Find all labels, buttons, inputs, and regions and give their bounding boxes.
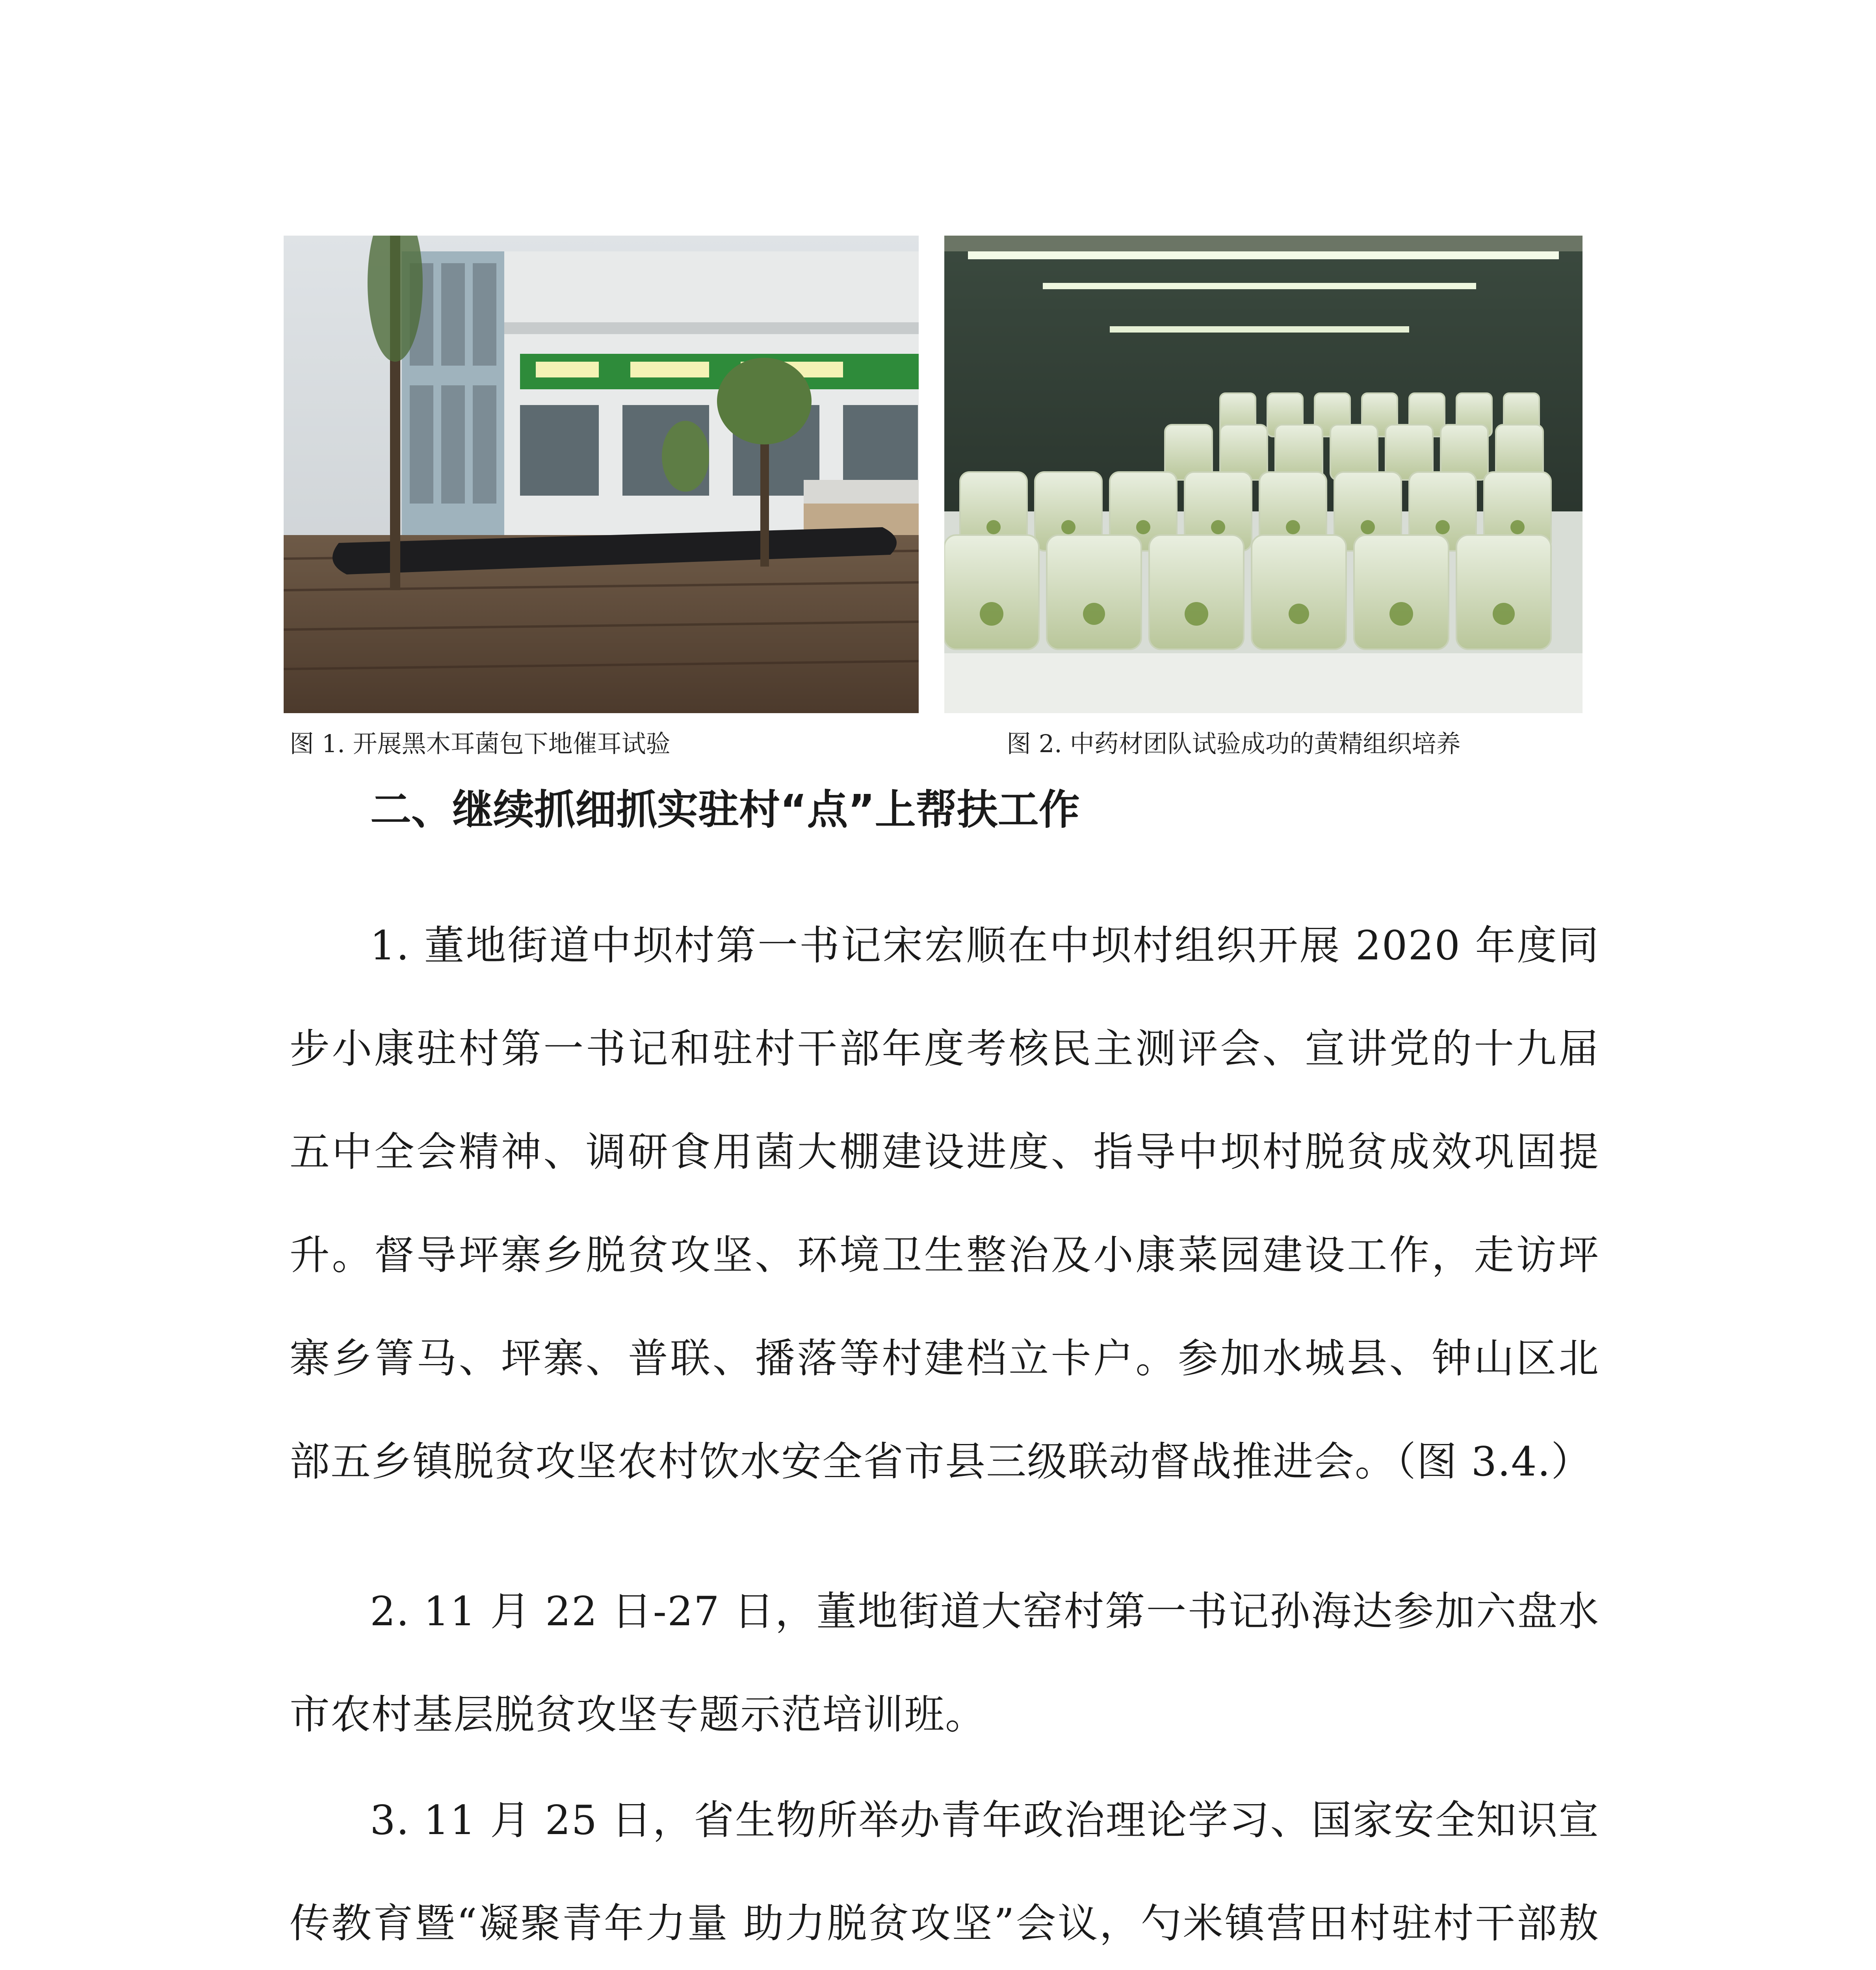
figure-1-photo — [284, 236, 919, 713]
figure-2-photo — [944, 236, 1583, 713]
paragraph-2: 2. 11 月 22 日-27 日，董地街道大窑村第一书记孙海达参加六盘水市农村基层脱贫攻坚专题示范培训班。 — [290, 1588, 1599, 1738]
paragraph-3: 3. 11 月 25 日，省生物所举办青年政治理论学习、国家安全知识宣传教育暨“凝聚青年力量 助力脱贫攻坚”会议，勺米镇营田村驻村干部敖 — [290, 1797, 1599, 1947]
section-heading: 二、继续抓细抓实驻村“点”上帮扶工作 — [370, 786, 1080, 834]
paragraph-1: 1. 董地街道中坝村第一书记宋宏顺在中坝村组织开展 2020 年度同步小康驻村第一书记和驻村干部年度考核民主测评会、宣讲党的十九届五中全会精神、调研食用菌大棚建设进度、指导中坝村脱贫成效巩固提升。督导坪寨乡脱贫攻坚、环境卫生整治及小康菜园建设工作，走访坪寨乡箐马、坪寨、普联、播落等村建档立卡户。参加水城县、钟山区北部五乡镇脱贫攻坚农村饮水安全省市县三级联动督战推进会。（图 3.4.） — [290, 922, 1599, 1485]
figure-1-caption: 图 1. 开展黑木耳菌包下地催耳试验 — [290, 729, 671, 758]
figure-2-caption: 图 2. 中药材团队试验成功的黄精组织培养 — [1007, 729, 1461, 758]
